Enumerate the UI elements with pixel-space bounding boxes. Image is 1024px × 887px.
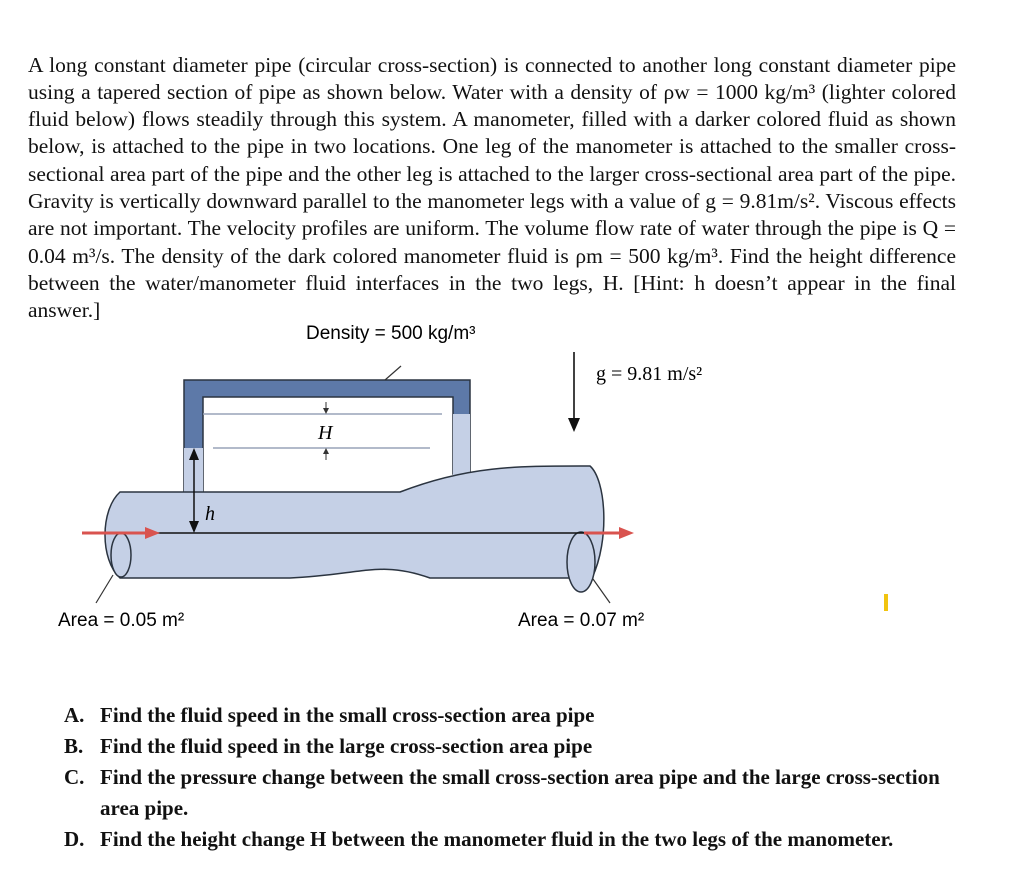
- problem-statement: A long constant diameter pipe (circular cross-section) is connected to another long constant diameter pipe using a tapered section of pipe as shown below. Water with a density of ρw = 1000 kg/m³ (lighter colored fluid below) flows steadily through this system. A manometer, filled with a darker colored fluid as shown below, is attached to the pipe in two locations. One leg of the manometer is attached to the smaller cross-sectional area part of the pipe and the other leg is attached to the larger cross-sectional area part of the pipe. Gravity is vertically downward parallel to the manometer legs with a value of g = 9.81m/s². Viscous effects are not important. The velocity profiles are uniform. The volume flow rate of water through the pipe is Q = 0.04 m³/s. The density of the dark colored manometer fluid is ρm = 500 kg/m³. Find the height difference between the water/manometer fluid interfaces in the two legs, H. [Hint: h doesn’t appear in the final answer.]: [28, 52, 956, 323]
- large-pipe-cross-section: [567, 532, 595, 592]
- question-letter: B.: [64, 734, 84, 758]
- question-list: [64, 700, 964, 855]
- gravity-label: g = 9.81 m/s²: [596, 363, 703, 385]
- right-leg-water: [453, 414, 470, 476]
- question-text: Find the pressure change between the small cross-section area pipe and the large cross-section area pipe.: [100, 765, 940, 820]
- question-text: Find the fluid speed in the large cross-section area pipe: [100, 734, 593, 758]
- H-label: H: [318, 422, 333, 444]
- small-area-pointer: [96, 575, 113, 603]
- density-label: Density = 500 kg/m³: [306, 323, 476, 344]
- question-item: [64, 824, 964, 855]
- question-item: [64, 762, 964, 824]
- small-pipe-cross-section: [111, 533, 131, 577]
- question-letter: D.: [64, 827, 85, 851]
- h-label: h: [205, 503, 215, 525]
- large-area-pointer: [593, 579, 610, 603]
- question-item: [64, 731, 964, 762]
- small-area-label: Area = 0.05 m²: [58, 610, 185, 631]
- large-area-label: Area = 0.07 m²: [518, 610, 645, 631]
- density-pointer: [385, 366, 401, 380]
- gravity-arrow: [568, 352, 580, 432]
- question-text: Find the fluid speed in the small cross-section area pipe: [100, 703, 595, 727]
- question-letter: A.: [64, 703, 85, 727]
- pipe-body: [105, 466, 604, 578]
- question-letter: C.: [64, 765, 85, 789]
- question-text: Find the height change H between the manometer fluid in the two legs of the manometer.: [100, 827, 894, 851]
- highlight-mark: [884, 594, 888, 611]
- question-item: [64, 700, 964, 731]
